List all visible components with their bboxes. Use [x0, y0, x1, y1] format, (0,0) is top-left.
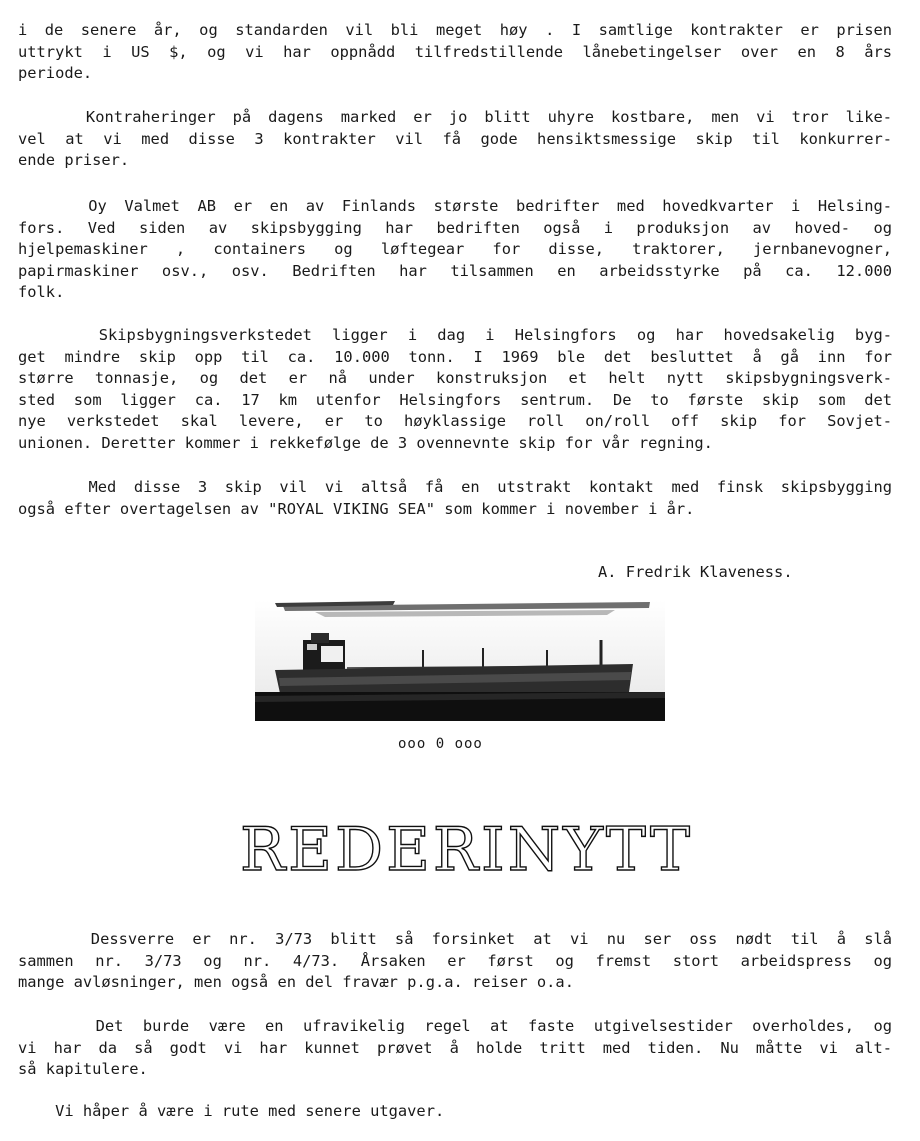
text-line: vel at vi med disse 3 kontrakter vil få gode hensiktsmessige skip til konkurrer- — [18, 129, 892, 148]
text-line: Med disse 3 skip vil vi altså få en utstrakt kontakt med finsk skipsbygging — [18, 478, 892, 496]
text-line: Dessverre er nr. 3/73 blitt så forsinket at vi nu ser oss nødt til å slå — [18, 930, 892, 948]
section-paragraph-1 — [18, 929, 892, 994]
text-line: større tonnasje, og det er nå under konstruksjon et helt nytt skipsbygningsverk- — [18, 369, 892, 387]
text-line: Vi håper å være i rute med senere utgaver. — [18, 1102, 445, 1120]
text-line: periode. — [18, 64, 93, 82]
text-line: også efter overtagelsen av "ROYAL VIKING SEA" som kommer i november i år. — [18, 499, 695, 518]
text-line: ende priser. — [18, 151, 130, 169]
text-line: nye verkstedet skal levere, er to høyklassige roll on/roll off skip for Sovjet- — [18, 412, 892, 430]
text-line: mange avløsninger, men også en del fravær p.g.a. reiser o.a. — [18, 973, 574, 991]
figure-caption: ooo 0 ooo — [398, 736, 483, 752]
article-paragraph-3 — [18, 196, 892, 304]
article-paragraph-2 — [18, 107, 892, 172]
text-line: papirmaskiner osv., osv. Bedriften har tilsammen en arbeidsstyrke på ca. 12.000 — [18, 261, 892, 280]
text-line: vi har da så godt vi har kunnet prøvet å holde tritt med tiden. Nu måtte vi alt- — [18, 1038, 892, 1057]
article-paragraph-4 — [18, 325, 892, 454]
text-line: i de senere år, og standarden vil bli meget høy . I samtlige kontrakter er prisen — [18, 21, 892, 39]
text-line: folk. — [18, 283, 65, 301]
text-line: fors. Ved siden av skipsbygging har bedriften også i produksjon av hoved- og — [18, 218, 892, 237]
text-line: Oy Valmet AB er en av Finlands største bedrifter med hovedkvarter i Helsing- — [18, 197, 892, 215]
text-line: Kontraheringer på dagens marked er jo blitt uhyre kostbare, men vi tror like- — [18, 108, 892, 126]
text-line: så kapitulere. — [18, 1060, 148, 1078]
signature: A. Fredrik Klaveness. — [598, 563, 793, 581]
text-line: hjelpemaskiner , containers og løftegear for disse, traktorer, jernbanevogner, — [18, 240, 892, 258]
text-line: unionen. Deretter kommer i rekkefølge de 3 ovennevnte skip for vår regning. — [18, 433, 713, 452]
section-paragraph-3 — [18, 1101, 892, 1123]
article-paragraph-1 — [18, 20, 892, 85]
article-paragraph-5 — [18, 477, 892, 520]
text-line: uttrykt i US $, og vi har oppnådd tilfredstillende lånebetingelser over en 8 års — [18, 42, 892, 61]
section-paragraph-2 — [18, 1016, 892, 1081]
text-line: Det burde være en ufravikelig regel at faste utgivelsestider overholdes, og — [18, 1017, 892, 1035]
text-line: sammen nr. 3/73 og nr. 4/73. Årsaken er først og fremst stort arbeidspress og — [18, 951, 892, 970]
ship-illustration — [255, 600, 665, 721]
section-heading: REDERINYTT — [240, 815, 694, 885]
text-line: sted som ligger ca. 17 km utenfor Helsingfors sentrum. De to første skip som det — [18, 390, 892, 409]
text-line: Skipsbygningsverkstedet ligger i dag i Helsingfors og har hovedsakelig byg- — [18, 326, 892, 344]
text-line: get mindre skip opp til ca. 10.000 tonn. I 1969 ble det besluttet å gå inn for — [18, 347, 892, 366]
